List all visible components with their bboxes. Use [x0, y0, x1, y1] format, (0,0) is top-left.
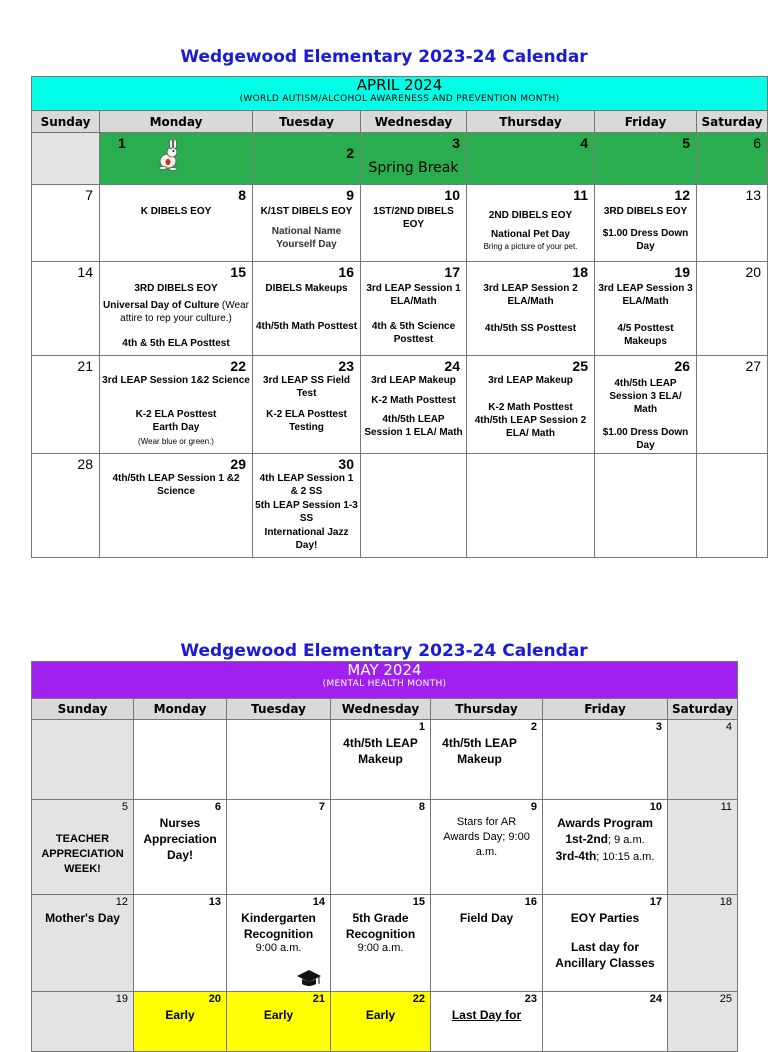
day-number: 19: [115, 993, 128, 1005]
day-cell-apr-6: [697, 133, 768, 185]
april-month-name: APRIL 2024: [356, 76, 443, 94]
event-text: 3RD DIBELS EOY: [603, 206, 688, 217]
day-cell-empty: [32, 720, 134, 800]
day-number: 30: [338, 456, 354, 472]
event-text: National Pet Day: [491, 229, 570, 240]
day-cell-apr-27: [697, 356, 768, 454]
day-number: 23: [338, 358, 354, 374]
event-text: National Name Yourself Day: [271, 226, 342, 250]
day-cell-apr-4: [467, 133, 595, 185]
event-text: 4th/5th LEAP Session 1 &2 Science: [112, 473, 240, 497]
april-month-subtitle: (WORLD AUTISM/ALCOHOL AWARENESS AND PREVENTION MONTH): [239, 94, 560, 104]
day-number: 17: [649, 896, 662, 908]
day-header-wednesday: Wednesday: [331, 699, 431, 720]
day-number: 9: [346, 187, 354, 203]
event-text: 3rd LEAP Session 3 ELA/Math: [598, 283, 693, 307]
day-number: 10: [649, 801, 662, 813]
event-text: 1ST/2ND DIBELS EOY: [373, 206, 454, 230]
day-number: 12: [674, 187, 690, 203]
day-number: 4: [580, 135, 588, 151]
day-cell-apr-22: [100, 356, 253, 454]
day-number: 18: [719, 896, 733, 908]
day-header-monday: Monday: [100, 111, 253, 133]
event-text: Last day for Ancillary Classes: [555, 940, 655, 970]
day-cell-empty: [595, 454, 697, 558]
event-text: Early: [165, 1008, 195, 1022]
day-cell-apr-14: [32, 262, 100, 356]
day-cell-may-20: [134, 992, 227, 1052]
event-text: Earth Day: [152, 422, 200, 433]
event-text: 9:00 a.m.: [357, 942, 404, 954]
bunny-icon: [150, 139, 186, 175]
day-number: 23: [524, 993, 537, 1005]
day-cell-apr-21: [32, 356, 100, 454]
day-cell-apr-24: [361, 356, 467, 454]
event-text: DIBELS Makeups: [265, 283, 348, 294]
day-number: 13: [745, 187, 762, 203]
day-cell-apr-30: [253, 454, 361, 558]
event-text: 4th/5th SS Posttest: [484, 323, 577, 334]
event-text: 5th Grade Recognition: [345, 911, 416, 941]
event-text: Mother's Day: [45, 911, 120, 925]
day-number: 8: [418, 801, 425, 813]
event-text: 2ND DIBELS EOY: [488, 210, 573, 221]
day-header-wednesday: Wednesday: [361, 111, 467, 133]
day-header-saturday: Saturday: [697, 111, 768, 133]
day-cell-apr-20: [697, 262, 768, 356]
day-header-saturday: Saturday: [668, 699, 738, 720]
day-number: 11: [720, 801, 733, 813]
day-header-tuesday: Tuesday: [253, 111, 361, 133]
event-note: (Wear blue or green.): [138, 437, 214, 446]
day-cell-may-17: [543, 895, 668, 992]
event-text: 4th/5th LEAP Session 2 ELA/ Math: [474, 415, 587, 439]
event-text: Stars for AR Awards Day; 9:00 a.m.: [443, 816, 530, 858]
day-cell-empty: [467, 454, 595, 558]
day-cell-may-1: [331, 720, 431, 800]
day-header-tuesday: Tuesday: [227, 699, 331, 720]
day-cell-empty: [134, 720, 227, 800]
day-cell-empty: [227, 720, 331, 800]
day-number: 14: [312, 896, 325, 908]
day-cell-may-4: [668, 720, 738, 800]
event-text: 3rd LEAP Session 2 ELA/Math: [483, 283, 578, 307]
day-number: 18: [572, 264, 588, 280]
day-number: 28: [77, 456, 93, 472]
day-number: 2: [530, 721, 537, 733]
day-cell-may-8: [331, 800, 431, 895]
day-cell-apr-10: [361, 185, 467, 262]
day-number: 22: [230, 358, 246, 374]
event-text: 3rd LEAP Makeup: [488, 375, 573, 386]
event-text: 4th & 5th ELA Posttest: [122, 338, 230, 349]
day-number: 14: [77, 264, 93, 280]
day-cell-may-25: [668, 992, 738, 1052]
day-cell-may-16: [431, 895, 543, 992]
day-number: 26: [674, 358, 690, 374]
day-number: 25: [572, 358, 588, 374]
day-cell-may-21: [227, 992, 331, 1052]
day-cell-may-23: [431, 992, 543, 1052]
april-calendar: [31, 76, 768, 558]
event-text: 4th/5th LEAP Makeup: [343, 736, 418, 766]
event-text: 4th/5th LEAP Makeup: [442, 736, 517, 766]
day-cell-apr-8: [100, 185, 253, 262]
event-text: $1.00 Dress Down Day: [602, 427, 689, 451]
day-cell-apr-26: [595, 356, 697, 454]
day-cell-may-14: [227, 895, 331, 992]
day-cell-may-5: [32, 800, 134, 895]
event-text: K-2 Math Posttest: [371, 395, 456, 406]
event-text: EOY Parties: [570, 911, 640, 925]
day-number: 15: [230, 264, 246, 280]
day-number: 15: [412, 896, 425, 908]
day-number: 21: [312, 993, 325, 1005]
day-number: 1: [418, 721, 425, 733]
day-header-sunday: Sunday: [32, 699, 134, 720]
event-text: 4th/5th LEAP Session 3 ELA/ Math: [609, 378, 682, 415]
day-cell-may-24: [543, 992, 668, 1052]
day-cell-apr-3: [361, 133, 467, 185]
event-text: Early: [263, 1008, 294, 1022]
day-number: 22: [412, 993, 425, 1005]
day-number: 17: [444, 264, 460, 280]
day-header-friday: Friday: [595, 111, 697, 133]
day-cell-may-2: [431, 720, 543, 800]
event-text: $1.00 Dress Down Day: [602, 228, 689, 252]
day-header-sunday: Sunday: [32, 111, 100, 133]
april-month-header: [32, 77, 768, 111]
event-text: K-2 Math Posttest: [488, 402, 573, 413]
day-number: 27: [745, 358, 762, 374]
day-number: 21: [77, 358, 93, 374]
day-number: 7: [85, 187, 93, 203]
day-cell-apr-15: [100, 262, 253, 356]
day-number: 24: [444, 358, 460, 374]
day-cell-may-19: [32, 992, 134, 1052]
day-cell-empty: [697, 454, 768, 558]
day-header-thursday: Thursday: [467, 111, 595, 133]
day-number: 5: [121, 801, 128, 813]
day-number: 6: [753, 135, 762, 151]
day-cell-apr-16: [253, 262, 361, 356]
day-cell-may-3: [543, 720, 668, 800]
event-text: Kindergarten Recognition: [241, 911, 316, 941]
day-cell-apr-12: [595, 185, 697, 262]
event-text: 3rd LEAP SS Field Test: [262, 375, 351, 399]
day-cell-may-10: [543, 800, 668, 895]
day-cell-may-7: [227, 800, 331, 895]
day-cell-apr-13: [697, 185, 768, 262]
day-number: 3: [452, 135, 460, 151]
day-number: 25: [719, 993, 733, 1005]
day-number: 4: [725, 721, 733, 733]
day-number: 7: [318, 801, 325, 813]
event-text: 3RD DIBELS EOY: [134, 283, 218, 294]
event-text: 4th/5th LEAP Session 1 ELA/ Math: [364, 414, 463, 438]
may-calendar-title: Wedgewood Elementary 2023-24 Calendar: [180, 641, 588, 661]
event-text: Universal Day of Culture (Wear attire to rep your culture.): [103, 300, 249, 324]
day-number: 2: [346, 145, 354, 161]
spring-break-label: Spring Break: [368, 160, 459, 176]
day-number: 10: [444, 187, 460, 203]
day-header-thursday: Thursday: [431, 699, 543, 720]
event-text: K-2 ELA Posttest Testing: [266, 409, 347, 433]
day-cell-apr-28: [32, 454, 100, 558]
day-cell-apr-18: [467, 262, 595, 356]
day-cell-apr-11: [467, 185, 595, 262]
day-number: 19: [674, 264, 690, 280]
day-cell-apr-25: [467, 356, 595, 454]
day-number: 13: [208, 896, 221, 908]
event-text: International Jazz Day!: [264, 527, 349, 551]
day-number: 5: [682, 135, 690, 151]
event-text: Nurses Appreciation Day!: [143, 816, 217, 862]
day-cell-may-12: [32, 895, 134, 992]
day-number: 20: [208, 993, 221, 1005]
april-calendar-title: Wedgewood Elementary 2023-24 Calendar: [180, 47, 588, 67]
event-text: TEACHER APPRECIATION WEEK!: [41, 833, 124, 875]
day-cell-apr-23: [253, 356, 361, 454]
day-cell-may-6: [134, 800, 227, 895]
event-text: K/1ST DIBELS EOY: [260, 206, 353, 217]
day-cell-may-9: [431, 800, 543, 895]
day-cell-apr-9: [253, 185, 361, 262]
event-text: K DIBELS EOY: [140, 206, 212, 217]
may-month-name: MAY 2024: [347, 661, 422, 679]
day-number: 20: [745, 264, 762, 280]
day-number: 8: [238, 187, 246, 203]
event-text: Awards Program: [557, 816, 653, 830]
day-cell-apr-5: [595, 133, 697, 185]
event-text: 5th LEAP Session 1-3 SS: [255, 500, 358, 524]
day-number: 3: [655, 721, 662, 733]
day-cell-empty: [361, 454, 467, 558]
event-text: 3rd LEAP Session 1&2 Science: [102, 375, 250, 386]
day-cell-apr-7: [32, 185, 100, 262]
day-cell-may-15: [331, 895, 431, 992]
event-text: 4/5 Posttest Makeups: [617, 323, 674, 347]
event-text: Field Day: [459, 911, 514, 925]
event-text: 9:00 a.m.: [255, 942, 302, 954]
day-cell-apr-1: [100, 133, 253, 185]
day-cell-may-13: [134, 895, 227, 992]
day-number: 11: [573, 187, 588, 203]
event-text: 4th & 5th Science Posttest: [371, 321, 456, 345]
day-cell-apr-29: [100, 454, 253, 558]
event-text: 4th/5th Math Posttest: [255, 321, 358, 332]
day-number: 16: [524, 896, 537, 908]
event-text: 3rd LEAP Makeup: [371, 375, 456, 386]
event-text: Last Day for: [451, 1008, 522, 1022]
graduation-cap-icon: [296, 968, 322, 988]
event-text: Early: [365, 1008, 396, 1022]
day-number: 16: [338, 264, 354, 280]
day-cell-may-18: [668, 895, 738, 992]
day-number: 1: [118, 135, 126, 151]
day-cell-may-22: [331, 992, 431, 1052]
event-text: 4th LEAP Session 1 & 2 SS: [259, 473, 354, 497]
day-number: 12: [115, 896, 128, 908]
day-cell-empty: [32, 133, 100, 185]
day-number: 6: [214, 801, 221, 813]
day-cell-apr-2: [253, 133, 361, 185]
may-month-subtitle: (MENTAL HEALTH MONTH): [322, 679, 447, 689]
day-cell-apr-19: [595, 262, 697, 356]
event-note: Bring a picture of your pet.: [483, 242, 578, 251]
day-number: 9: [530, 801, 537, 813]
day-number: 29: [230, 456, 246, 472]
may-month-header: [32, 662, 738, 699]
day-cell-may-11: [668, 800, 738, 895]
day-cell-apr-17: [361, 262, 467, 356]
day-header-monday: Monday: [134, 699, 227, 720]
event-text: K-2 ELA Posttest: [135, 409, 217, 420]
event-text: 3rd LEAP Session 1 ELA/Math: [366, 283, 461, 307]
may-calendar: [31, 661, 738, 1052]
event-text: 1st-2nd; 9 a.m. 3rd-4th; 10:15 a.m.: [555, 832, 655, 863]
day-number: 24: [649, 993, 662, 1005]
day-header-friday: Friday: [543, 699, 668, 720]
